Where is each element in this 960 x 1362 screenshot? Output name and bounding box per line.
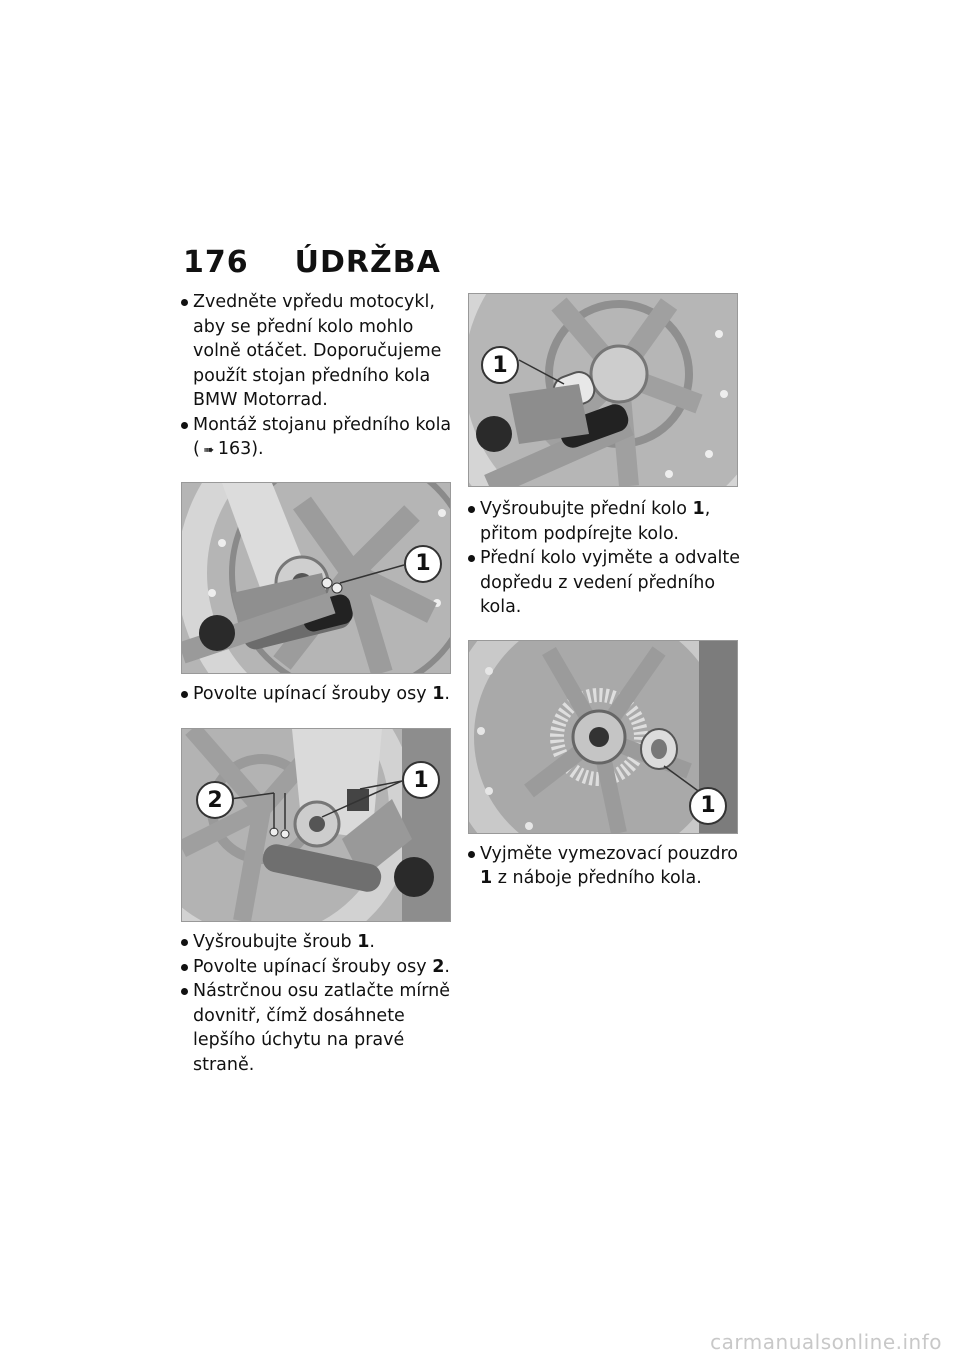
page-reference-link[interactable]: 163 — [217, 439, 252, 459]
intro-list — [181, 290, 456, 464]
page-header — [183, 245, 441, 280]
watermark: carmanualsonline.info — [710, 1330, 942, 1354]
list-item: Povolte upínací šrouby osy 1. — [181, 682, 456, 707]
front-wheel-photo-2 — [182, 729, 450, 921]
chapter-title: ÚDRŽBA — [294, 245, 441, 280]
list-item: Vyšroubujte šroub 1. — [181, 930, 456, 955]
figure-axle-clamp-bolts — [181, 482, 451, 674]
list-item: Přední kolo vyjměte a odvalte dopředu z vedení předního kola. — [468, 546, 743, 620]
list-item: Povolte upínací šrouby osy 2. — [181, 955, 456, 980]
list-item: Vyjměte vymezovací pouzdro 1 z náboje předního kola. — [468, 842, 743, 891]
page-number: 176 — [183, 245, 249, 280]
left-column — [181, 290, 456, 1077]
step-list — [181, 682, 456, 707]
list-item: Vyšroubujte přední kolo 1, přitom podpírejte kolo. — [468, 497, 743, 546]
list-item: Nástrčnou osu zatlačte mírně dovnitř, čímž dosáhnete lepšího úchytu na pravé straně. — [181, 979, 456, 1077]
page-reference-arrow-icon: ➠ — [203, 443, 215, 458]
callout-1: 1 — [404, 545, 442, 583]
list-item: Montáž stojanu předního kola ( ➠ 163). — [181, 413, 456, 464]
callout-1: 1 — [402, 761, 440, 799]
front-wheel-photo-3 — [469, 294, 737, 486]
list-item: Zvedněte vpředu motocykl, aby se přední kolo mohlo volně otáčet. Doporučujeme použít stojan předního kola BMW Motorrad. — [181, 290, 456, 413]
figure-spacer-sleeve — [468, 640, 738, 834]
right-column — [468, 293, 743, 891]
step-list — [468, 497, 743, 620]
callout-1: 1 — [481, 346, 519, 384]
callout-1: 1 — [689, 787, 727, 825]
figure-bolt-and-axle-clamps — [181, 728, 451, 922]
figure-remove-axle — [468, 293, 738, 487]
callout-2: 2 — [196, 781, 234, 819]
step-list — [468, 842, 743, 891]
step-list — [181, 930, 456, 1077]
